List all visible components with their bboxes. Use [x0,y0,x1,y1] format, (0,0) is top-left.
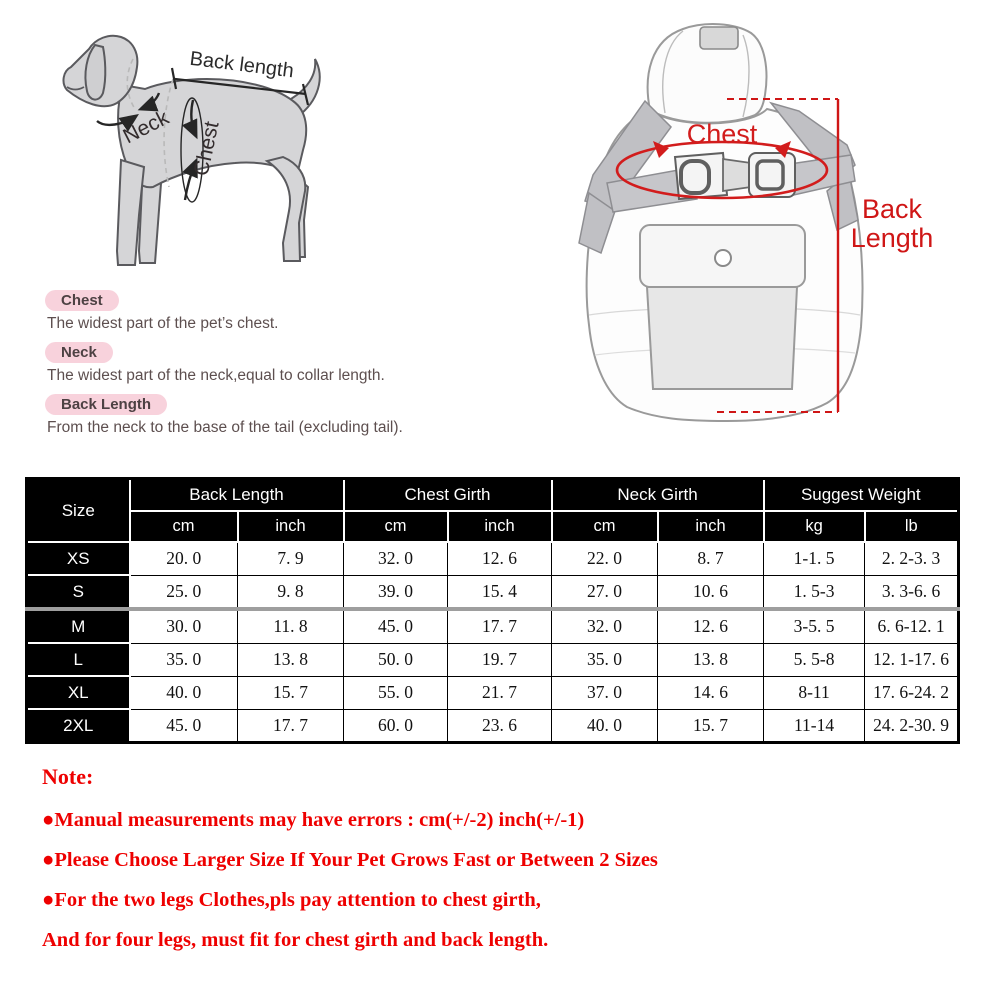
table-cell: 32. 0 [552,609,658,643]
unit-header: lb [865,511,959,542]
unit-header: cm [552,511,658,542]
dog-back-length-label: Back length [188,47,295,83]
table-cell: 5. 5-8 [764,643,865,676]
dog-measurement-diagram [45,15,365,295]
definition-back-length [45,394,525,437]
note-line-choose-larger: ●Please Choose Larger Size If Your Pet Grows Fast or Between 2 Sizes [42,849,658,871]
size-corner-header: Size [27,479,130,543]
table-cell: 15. 4 [448,575,552,609]
definition-chest [45,290,525,333]
chest-term-description: The widest part of the pet’s chest. [47,315,279,332]
unit-header: inch [238,511,344,542]
unit-header: cm [130,511,238,542]
table-cell: 24. 2-30. 9 [865,709,959,743]
chest-girth-group-header: Chest Girth [344,479,552,512]
table-cell: 10. 6 [658,575,764,609]
table-cell: 13. 8 [658,643,764,676]
table-cell: 3. 3-6. 6 [865,575,959,609]
dog-chest-label: Chest [189,119,224,178]
neck-girth-group-header: Neck Girth [552,479,764,512]
table-cell: 45. 0 [344,609,448,643]
table-cell: 17. 6-24. 2 [865,676,959,709]
dog-neck-label: Neck [119,106,173,149]
jacket-length-label: Length [850,223,934,253]
table-cell: 35. 0 [552,643,658,676]
table-cell: 7. 9 [238,542,344,575]
unit-header: cm [344,511,448,542]
table-cell: 35. 0 [130,643,238,676]
back-length-group-header: Back Length [130,479,344,512]
back-length-term-pill: Back Length [45,394,167,415]
chest-term-pill: Chest [45,290,119,311]
size-label: L [27,643,130,676]
jacket-back-label: Back [861,194,923,224]
table-cell: 55. 0 [344,676,448,709]
note-line-measurement-errors: ●Manual measurements may have errors : cm(+/-2) inch(+/-1) [42,809,585,831]
buckle-prongs [723,159,751,191]
table-cell: 11. 8 [238,609,344,643]
note-line-four-legs: And for four legs, must fit for chest girth and back length. [42,929,549,951]
size-label: XS [27,542,130,575]
table-cell: 14. 6 [658,676,764,709]
unit-header: inch [658,511,764,542]
table-group-header-row [27,479,959,512]
size-table-section [25,477,957,744]
table-row-2xl [27,709,959,743]
table-cell: 6. 6-12. 1 [865,609,959,643]
table-unit-header-row [27,511,959,542]
table-cell: 12. 6 [658,609,764,643]
back-length-term-description: From the neck to the base of the tail (excluding tail). [47,419,403,436]
pocket-button [715,250,731,266]
note-section [42,764,962,968]
table-cell: 23. 6 [448,709,552,743]
size-table [25,477,960,744]
table-cell: 8-11 [764,676,865,709]
note-line-two-legs: ●For the two legs Clothes,pls pay attention to chest girth, [42,889,541,911]
table-cell: 60. 0 [344,709,448,743]
measurement-definitions [45,290,525,446]
table-cell: 1. 5-3 [764,575,865,609]
size-label: S [27,575,130,609]
table-row-xl [27,676,959,709]
table-cell: 9. 8 [238,575,344,609]
size-label: XL [27,676,130,709]
unit-header: kg [764,511,865,542]
table-cell: 45. 0 [130,709,238,743]
table-cell: 13. 8 [238,643,344,676]
table-cell: 20. 0 [130,542,238,575]
size-label: M [27,609,130,643]
table-cell: 40. 0 [130,676,238,709]
table-cell: 17. 7 [238,709,344,743]
jacket-measurement-diagram [555,15,955,435]
table-cell: 15. 7 [658,709,764,743]
table-row-xs [27,542,959,575]
table-cell: 21. 7 [448,676,552,709]
table-cell: 30. 0 [130,609,238,643]
table-cell: 22. 0 [552,542,658,575]
neck-term-description: The widest part of the neck,equal to collar length. [47,367,385,384]
neck-term-pill: Neck [45,342,113,363]
table-cell: 25. 0 [130,575,238,609]
table-cell: 3-5. 5 [764,609,865,643]
suggest-weight-group-header: Suggest Weight [764,479,959,512]
size-label: 2XL [27,709,130,743]
definition-neck [45,342,525,385]
table-cell: 15. 7 [238,676,344,709]
unit-header: inch [448,511,552,542]
table-cell: 2. 2-3. 3 [865,542,959,575]
table-row-m [27,609,959,643]
jacket-chest-label: Chest [686,119,758,149]
table-cell: 32. 0 [344,542,448,575]
note-title: Note: [42,764,94,789]
table-cell: 27. 0 [552,575,658,609]
table-row-s [27,575,959,609]
table-cell: 17. 7 [448,609,552,643]
table-row-l [27,643,959,676]
table-cell: 1-1. 5 [764,542,865,575]
collar-tab [700,27,738,49]
table-cell: 19. 7 [448,643,552,676]
table-cell: 12. 6 [448,542,552,575]
table-cell: 11-14 [764,709,865,743]
table-cell: 40. 0 [552,709,658,743]
table-cell: 8. 7 [658,542,764,575]
dog-near-rear-leg [267,157,305,261]
table-cell: 50. 0 [344,643,448,676]
table-cell: 39. 0 [344,575,448,609]
pocket-body [647,287,797,389]
table-cell: 12. 1-17. 6 [865,643,959,676]
table-cell: 37. 0 [552,676,658,709]
